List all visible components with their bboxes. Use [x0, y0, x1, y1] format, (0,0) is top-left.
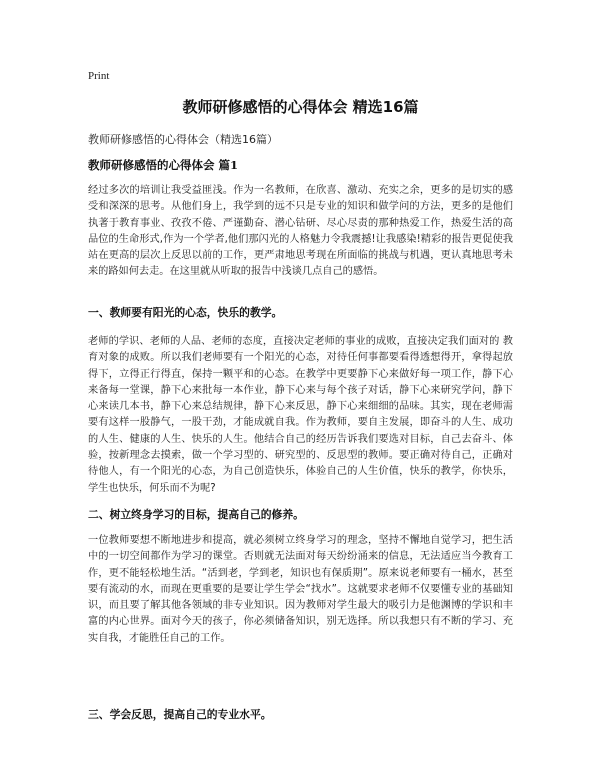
paragraph-section-2: 一位教师要想不断地进步和提高，就必须树立终身学习的理念，坚持不懈地自觉学习，把生活中的一切空间都作为学习的课堂。否则就无法面对每天纷纷涌来的信息，无法适应当今教育工作，更不能轻松地生活。“活到老，学到老，知识也有保质期”。原来说老师要有一桶水，甚至要有流动的水，而现在更重要的是要让学生学会“找水”。这就要求老师不仅要懂专业的基础知识，而且要了解其他各领域的非专业知识。因为教师对学生最大的吸引力是他渊博的学识和丰富的内心世界。面对今天的孩子，你必须储备知识，别无选择。所以我想只有不断的学习、充实自我，才能胜任自己的工作。 [88, 535, 513, 644]
document-subtitle: 教师研修感悟的心得体会（精选16篇） [88, 133, 278, 146]
section-heading-1: 一、教师要有阳光的心态，快乐的教学。 [88, 306, 283, 319]
paragraph-section-1: 老师的学识、老师的人品、老师的态度，直接决定老师的事业的成败，直接决定我们面对的 教育对象的成败。所以我们老师要有一个阳光的心态，对待任何事都要看得透想得开，拿得起放得下，立得正行得直，保持一颗平和的心态。在教学中更要静下心来做好每一项工作，静下心来备每一堂课，静下心来批每一本作业，静下心来与每个孩子对话，静下心来研究学问，静下心来读几本书，静下心来总结规律，静下心来反思，静下心来细细的品味。其实，现在老师需要有这样一股静气，一股干劲，才能成就自我。作为教师，要自主发展，即奋斗的人生、成功的人生、健康的人生、快乐的人生。他结合自己的经历告诉我们要选对目标，自己去奋斗、体验，按新理念去摸索，做一个学习型的、研究型的、反思型的教师。要正确对待自己，正确对待他人，有一个阳光的心态，为自己创造快乐，体验自己的人生价值，快乐的教学，你快乐，学生也快乐，何乐而不为呢? [88, 336, 513, 494]
section-heading-3: 三、学会反思，提高自己的专业水平。 [88, 708, 272, 721]
print-label[interactable]: Print [88, 70, 110, 82]
paragraph-intro: 经过多次的培训让我受益匪浅。作为一名教师，在欣喜、激动、充实之余，更多的是切实的感受和深深的思考。从他们身上，我学到的远不只是专业的知识和做学问的方法，更多的是他们执著于教育事业、孜孜不倦、严谨勤奋、潜心钻研、尽心尽责的那种热爱工作，热爱生活的高品位的生命形式,作为一个学者,他们那闪光的人格魅力令我震撼!让我感染!精彩的报告更促使我站在更高的层次上反思以前的工作，更严肃地思考现在所面临的挑战与机遇，更认真地思考未来的路如何去走。在这里就从听取的报告中浅谈几点自己的感悟。 [88, 185, 513, 278]
document-title: 教师研修感悟的心得体会 精选16篇 [182, 98, 419, 116]
section-heading-2: 二、树立终身学习的目标，提高自己的修养。 [88, 508, 304, 521]
article-heading: 教师研修感悟的心得体会 篇1 [88, 158, 239, 172]
